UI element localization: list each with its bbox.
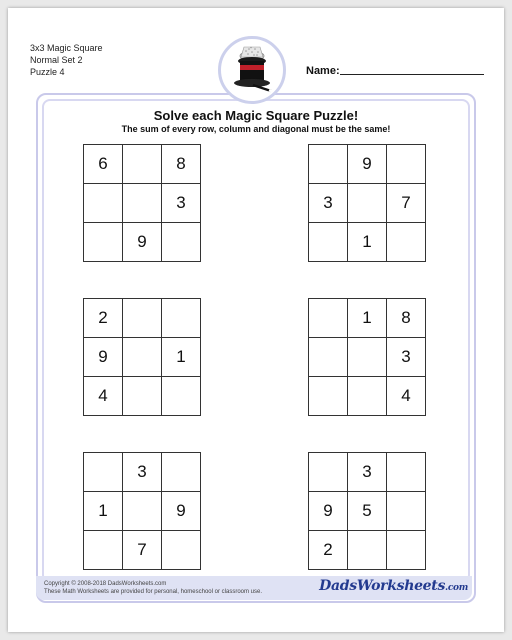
grid-cell[interactable]: 4: [84, 377, 123, 416]
magic-square-3: [83, 298, 201, 416]
magic-square-2: [308, 144, 426, 262]
grid-cell[interactable]: [309, 299, 348, 338]
grid-cell[interactable]: [123, 492, 162, 531]
copyright-text: Copyright © 2008-2018 DadsWorksheets.com: [44, 581, 167, 587]
grid-cell[interactable]: 3: [348, 453, 387, 492]
logo-badge: [218, 36, 286, 104]
grid-cell[interactable]: [123, 299, 162, 338]
magic-square-4: [308, 298, 426, 416]
name-field[interactable]: [340, 74, 484, 75]
grid-cell[interactable]: [123, 338, 162, 377]
grid-cell[interactable]: [84, 184, 123, 223]
grid-cell[interactable]: [387, 453, 426, 492]
grid-cell[interactable]: [309, 377, 348, 416]
brand-suffix: .com: [445, 583, 468, 593]
grid-cell[interactable]: [162, 531, 201, 570]
brand-name: DadsWorksheets: [319, 578, 446, 594]
grid-cell[interactable]: 4: [387, 377, 426, 416]
grid-cell[interactable]: [162, 377, 201, 416]
grid-cell[interactable]: [162, 223, 201, 262]
grid-cell[interactable]: 9: [162, 492, 201, 531]
grid-cell[interactable]: 3: [309, 184, 348, 223]
grid-cell[interactable]: 2: [309, 531, 348, 570]
worksheet-set: Normal Set 2: [30, 55, 83, 65]
copyright-notice: [44, 580, 262, 596]
grid-cell[interactable]: 3: [123, 453, 162, 492]
grid-cell[interactable]: [309, 223, 348, 262]
brand-logo[interactable]: [319, 578, 468, 594]
magic-square-1: [83, 144, 201, 262]
grid-cell[interactable]: [309, 453, 348, 492]
grid-cell[interactable]: 3: [162, 184, 201, 223]
grid-cell[interactable]: 8: [162, 145, 201, 184]
grid-cell[interactable]: 7: [123, 531, 162, 570]
grid-cell[interactable]: 5: [348, 492, 387, 531]
grid-cell[interactable]: [84, 223, 123, 262]
name-label: Name:: [306, 65, 340, 77]
grid-cell[interactable]: 9: [84, 338, 123, 377]
grid-cell[interactable]: [348, 531, 387, 570]
grid-cell[interactable]: [123, 184, 162, 223]
grid-cell[interactable]: 9: [348, 145, 387, 184]
grid-cell[interactable]: [84, 531, 123, 570]
grid-cell[interactable]: 1: [348, 223, 387, 262]
grid-cell[interactable]: [387, 492, 426, 531]
grid-cell[interactable]: [309, 145, 348, 184]
grid-cell[interactable]: [348, 338, 387, 377]
grid-cell[interactable]: 8: [387, 299, 426, 338]
grid-cell[interactable]: [123, 377, 162, 416]
magic-square-6: [308, 452, 426, 570]
grid-cell[interactable]: 6: [84, 145, 123, 184]
grid-cell[interactable]: 1: [348, 299, 387, 338]
usage-note: These Math Worksheets are provided for personal, homeschool or classroom use.: [44, 589, 262, 595]
instructions-title: Solve each Magic Square Puzzle!: [153, 108, 359, 123]
grid-cell[interactable]: 1: [162, 338, 201, 377]
magic-square-5: [83, 452, 201, 570]
grid-cell[interactable]: [123, 145, 162, 184]
grid-cell[interactable]: [387, 531, 426, 570]
grid-cell[interactable]: [84, 453, 123, 492]
grid-cell[interactable]: [387, 145, 426, 184]
instructions-subtitle: The sum of every row, column and diagonal must be the same!: [121, 124, 391, 134]
grid-cell[interactable]: [309, 338, 348, 377]
worksheet-title: 3x3 Magic Square: [30, 43, 103, 53]
grid-cell[interactable]: 1: [84, 492, 123, 531]
grid-cell[interactable]: 3: [387, 338, 426, 377]
grid-cell[interactable]: 9: [123, 223, 162, 262]
grid-cell[interactable]: 2: [84, 299, 123, 338]
worksheet-puzzle-number: Puzzle 4: [30, 67, 65, 77]
magic-top-hat-icon: [227, 43, 277, 99]
grid-cell[interactable]: [348, 377, 387, 416]
grid-cell[interactable]: [162, 453, 201, 492]
grid-cell[interactable]: [387, 223, 426, 262]
grid-cell[interactable]: 9: [309, 492, 348, 531]
grid-cell[interactable]: [162, 299, 201, 338]
grid-cell[interactable]: 7: [387, 184, 426, 223]
worksheet-meta: [30, 42, 103, 78]
grid-cell[interactable]: [348, 184, 387, 223]
